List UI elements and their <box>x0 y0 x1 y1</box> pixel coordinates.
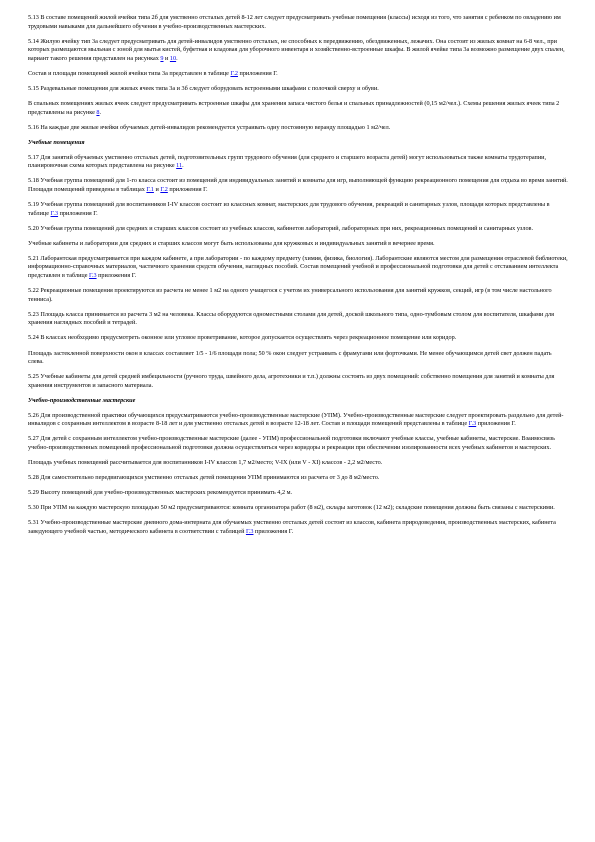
cross-reference-link[interactable]: Г.1 <box>146 185 154 193</box>
paragraph-text: 5.18 Учебная группа помещений для 1-го класса состоит из помещений для индивидуальных занятий и комнаты для игр, выполняющей функцию рекреационного помещения для отдыха во время занятий. Площади помещений приведены в таблицах <box>28 177 568 193</box>
paragraph-text: 5.19 Учебная группа помещений для воспитанников I-IV классов состоит из классных комнат, мастерских для трудового обучения, рекреаций и санитарных узлов, площади которых представлены в таблице <box>28 200 550 217</box>
paragraph-text: 5.17 Для занятий обучаемых умственно отсталых детей, подготовительных групп трудового обучения (для среднего и старшего возраста детей) могут использоваться также комнаты трудотерапии, планировочная схема которых представлена на рисунке <box>28 153 546 170</box>
cross-reference-link[interactable]: Г.3 <box>50 209 59 217</box>
paragraph-text: приложения Г. <box>237 69 278 77</box>
cross-reference-link[interactable]: 9 <box>160 54 164 62</box>
paragraph <box>28 38 568 64</box>
paragraph <box>28 100 568 117</box>
paragraph <box>28 474 568 483</box>
paragraph-text: приложения Г. <box>476 420 516 428</box>
paragraph <box>28 201 568 218</box>
paragraph <box>28 373 568 390</box>
paragraph <box>28 412 568 429</box>
paragraph-text: 5.20 Учебная группа помещений для средних и старших классов состоит из учебных классов, кабинетов лабораторий, лабораторных при них, рекреационных помещений и санитарных узлов. <box>28 224 534 232</box>
cross-reference-link[interactable]: 8 <box>96 108 100 116</box>
paragraph-text: 5.15 Раздевальные помещения для жилых ячеек типа 3а и 3б следует оборудовать встроенными шкафами с полочкой сверху и обуви. <box>28 85 379 93</box>
paragraph <box>28 255 568 281</box>
paragraph-text: . <box>99 108 102 116</box>
paragraph-text: 5.30 При УПМ на каждую мастерскую площадью 50 м2 предусматриваются: комната организатора работ (8 м2), склады заготовок (12 м2); складские помещения должны быть связаны с мастерскими. <box>28 504 555 512</box>
paragraph-text: и <box>153 185 161 193</box>
paragraph-text: 5.16 На каждые две жилые ячейки обучаемых детей-инвалидов рекомендуется устраивать одну постоянную веранду площадью 1 м2/чел. <box>28 123 391 131</box>
paragraph <box>28 154 568 171</box>
section-heading <box>28 139 568 148</box>
paragraph-text: приложения Г. <box>253 527 294 535</box>
paragraph-text: 5.29 Высоту помещений для учебно-производственных мастерских рекомендуется принимать 4,2 м. <box>28 489 293 497</box>
paragraph <box>28 14 568 31</box>
paragraph-text: приложения Г. <box>167 185 208 193</box>
paragraph-text: 5.22 Рекреационные помещения проектируются из расчета не менее 1 м2 на одного учащегося с учетом их универсального использования для занятий кружков, секций, игр (в том числе настольного тенниса). <box>28 287 552 303</box>
paragraph-text: В спальных помещениях жилых ячеек следует предусматривать встроенные шкафы для хранения запаса чистого белья и спальных принадлежностей (0,15 м2/чел.). Схемы решения жилых ячеек типа 2 представлены на рисунке <box>28 100 560 116</box>
section-heading <box>28 397 568 406</box>
paragraph-text: 5.21 Лаборантская предусматривается при каждом кабинете, а при лаборатории - по каждому предмету (химия, физика, биология). Лаборантские являются местом для размещения отраслевой библиотеки, информационно-справочных материалов, частичного хранения средств обучения, наглядных пособий. Состав помещений учебной и профессиональной подготовки для детей с отставанием интеллекта представлен в таблице <box>28 254 568 279</box>
paragraph-text: Состав и площади помещений жилой ячейки типа 3а представлен в таблице <box>28 69 231 77</box>
paragraph <box>28 225 568 234</box>
paragraph-text: 5.23 Площадь класса принимается из расчета 3 м2 на человека. Классы оборудуются одноместными столами для детей, доской школьного типа, одно-тумбовым столом для воспитателя, шкафами для хранения наглядных пособий и тетрадей. <box>28 310 554 327</box>
cross-reference-link[interactable]: Г.3 <box>89 271 97 279</box>
paragraph <box>28 334 568 343</box>
paragraph <box>28 85 568 94</box>
paragraph <box>28 519 568 536</box>
paragraph <box>28 435 568 452</box>
cross-reference-link[interactable]: 11 <box>176 162 183 170</box>
paragraph <box>28 350 568 367</box>
paragraph-text: 5.25 Учебные кабинеты для детей средней имбецильности (ручного труда, швейного дела, агротехники и т.п.) должны состоять из двух помещений: собственно помещения для занятий и комнаты для хранения инструментов и запасного материала. <box>28 373 555 389</box>
paragraph <box>28 240 568 249</box>
cross-reference-link[interactable]: 10 <box>169 54 177 62</box>
paragraph-text: приложения Г. <box>58 209 98 217</box>
cross-reference-link[interactable]: Г.2 <box>230 69 238 77</box>
paragraph-text: 5.27 Для детей с сохранным интеллектом учебно-производственные мастерские (далее - УПМ) профессиональной подготовки включают учебные классы, учебные кабинеты, мастерские. Взаимосвязь учебно-производственных помещений профессиональной подготовки должна осуществляться через коридоры и рекреации при обеспечении изолированности всех учебных кабинетов и мастерских. <box>28 435 555 451</box>
paragraph <box>28 504 568 513</box>
cross-reference-link[interactable]: Г.3 <box>468 420 477 428</box>
paragraph-text: Учебные помещения <box>28 138 85 146</box>
paragraph-text: Учебно-производственные мастерские <box>28 396 136 404</box>
paragraph-text: Учебные кабинеты и лаборатории для средних и старших классов могут быть использованы для кружковых и индивидуальных занятий в вечернее время. <box>28 239 435 247</box>
paragraph-text: приложения Г. <box>96 271 137 279</box>
paragraph-text: 5.13 В составе помещений жилой ячейки типа 2б для умственно отсталых детей 8-12 лет следует предусматривать учебные помещения (классы) исходя из того, что занятия с ребенком по овладению им трудовыми навыками для дальнейшего обучения в учебно-производственных мастерских. <box>28 14 561 30</box>
paragraph-text: 5.24 В классах необходимо предусмотреть оконное или угловое проветривание, которое допускается осуществлять через рекреационное помещение или коридор. <box>28 334 457 342</box>
paragraph <box>28 70 568 79</box>
paragraph <box>28 311 568 328</box>
paragraph <box>28 287 568 304</box>
cross-reference-link[interactable]: Г.3 <box>245 527 254 535</box>
paragraph <box>28 489 568 498</box>
paragraph-text: 5.26 Для производственной практики обучающихся предусматриваются учебно-производственные мастерские (УПМ). Учебно-производственные мастерские следует проектировать раздельно для детей-инвалидов с сохранным интеллектом в возрасте 8-18 лет и для умственно отсталых детей в возрасте 12-18 лет. Состав и площади помещений представлены в таблице <box>28 411 564 428</box>
cross-reference-link[interactable]: Г.2 <box>160 185 168 193</box>
paragraph-text: 5.14 Жилую ячейку тип 3а следует предусматривать для детей-инвалидов умственно отсталых, не способных к передвижению, обездвиженных, лежачих. Она состоит из жилых комнат на 6-8 чел., при которых размещаются мыльная с зоной для мытья кистей, буфетная и кладовая для уборочного инвентаря и хозяйственно-встроенные шкафы. В жилой ячейке типа 3а возможно размещение двух спален, вариант такого решения представлен на рисунках <box>28 37 565 62</box>
paragraph-text: и <box>163 54 170 62</box>
paragraph <box>28 124 568 133</box>
paragraph <box>28 459 568 468</box>
document-body <box>28 14 568 543</box>
paragraph-text: . <box>182 162 184 170</box>
paragraph-text: Площадь учебных помещений рассчитывается для воспитанников I-IV классов 1,7 м2/место; V-IX (или V - XI) классов - 2,2 м2/место. <box>28 458 383 466</box>
paragraph-text: Площадь застекленной поверхности окон в классах составляет 1/5 - 1/6 площади пола; 50 % окон следует устраивать с фрамугами или форточками. Не менее обучающимся детей свет должен падать слева. <box>28 349 552 366</box>
paragraph-text: 5.31 Учебно-производственные мастерские дневного дома-интерната для обучаемых умственно отсталых детей состоят из классов, кабинета природоведения, производственных мастерских, кабинета заведующего учебной частью, методического кабинета в соответствии с таблицей <box>28 519 556 535</box>
paragraph-text: 5.28 Для самостоятельно передвигающихся умственно отсталых детей помещения УПМ принимаются из расчета от 3 до 8 м2/место. <box>28 473 380 481</box>
paragraph-text: . <box>176 54 178 62</box>
paragraph <box>28 177 568 194</box>
